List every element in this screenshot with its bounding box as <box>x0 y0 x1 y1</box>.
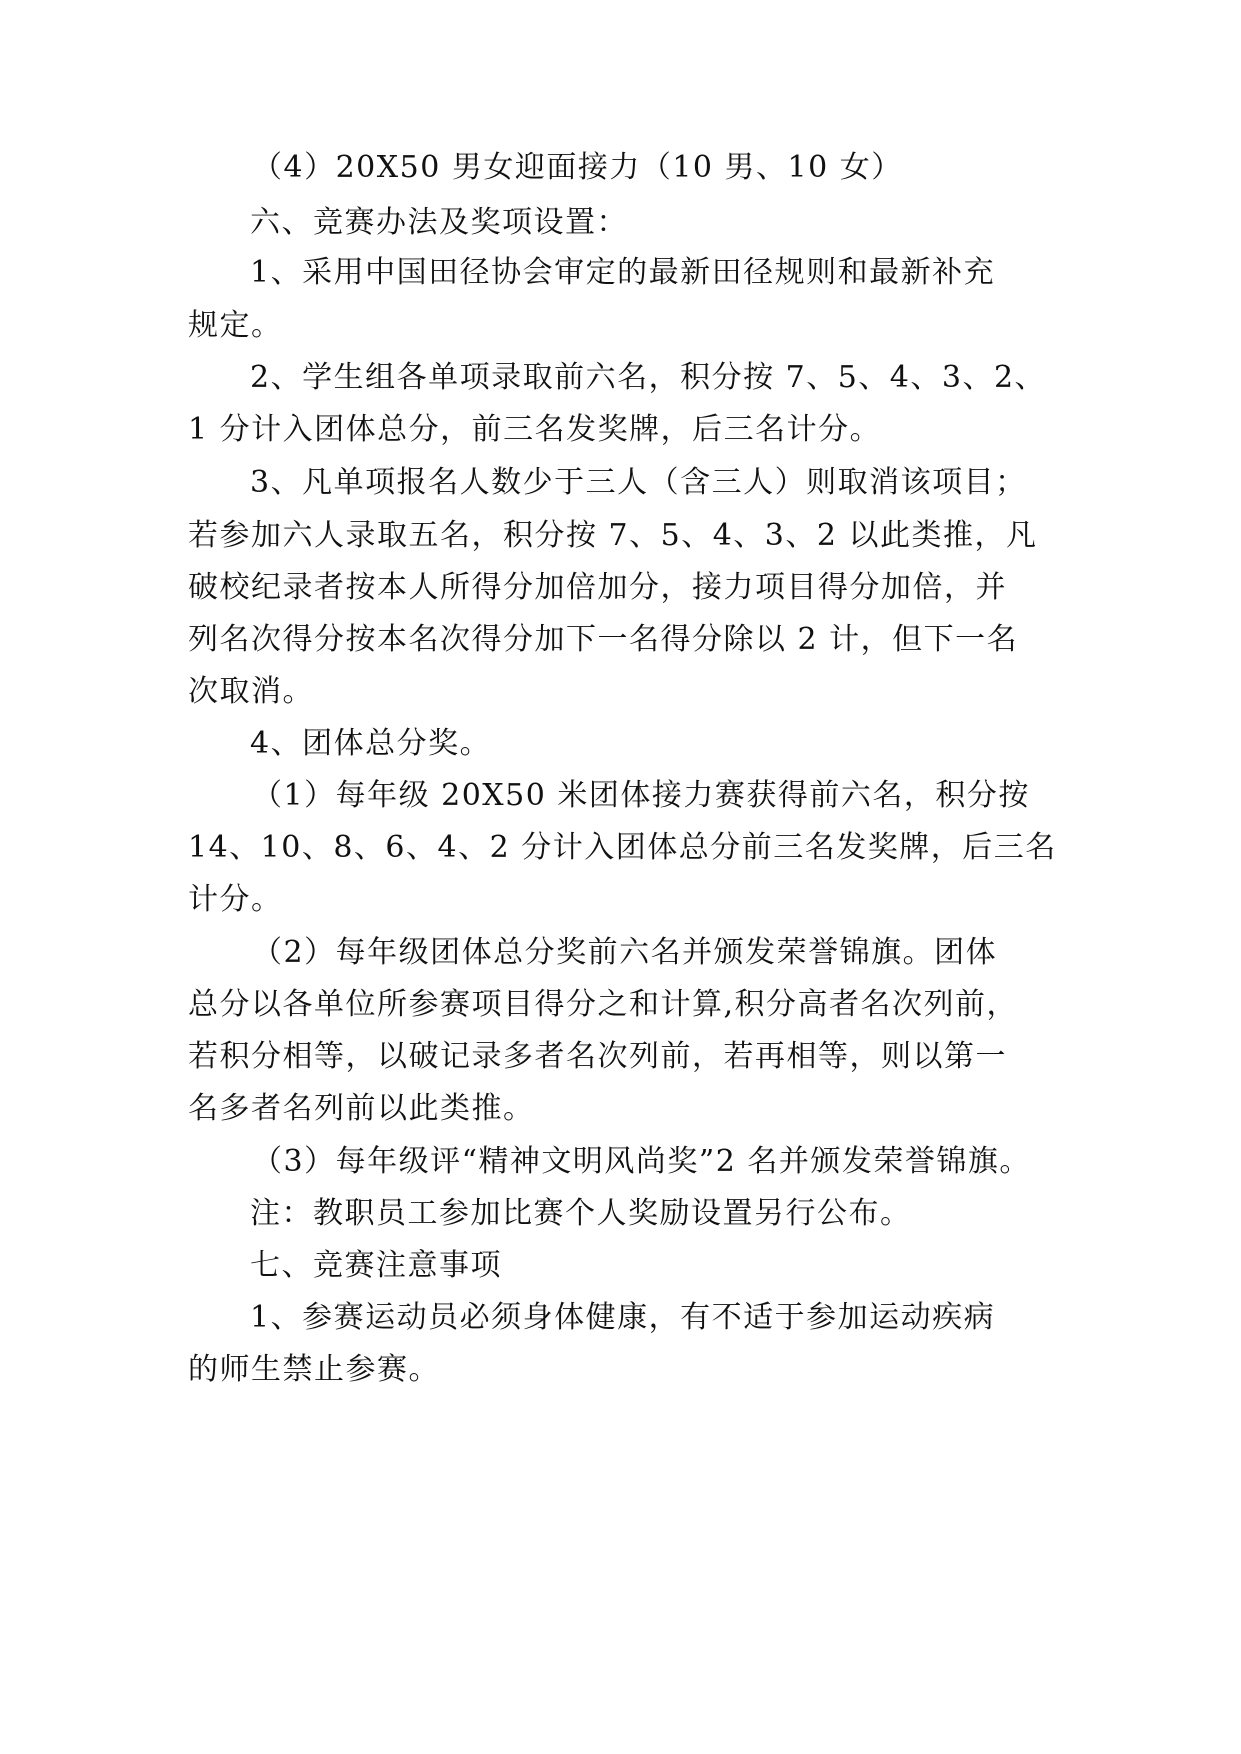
section-heading-precautions: 七、竞赛注意事项 <box>250 1248 502 1283</box>
relay-event-line: （4）20X50 男女迎面接力（10 男、10 女） <box>252 150 903 185</box>
paragraph-4-heading: 4、团体总分奖。 <box>250 726 492 761</box>
note-line: 注：教职员工参加比赛个人奖励设置另行公布。 <box>250 1196 912 1231</box>
paragraph-1-line-2: 规定。 <box>188 308 283 343</box>
precaution-1-line-1: 1、参赛运动员必须身体健康，有不适于参加运动疾病 <box>250 1300 996 1335</box>
item-3-line: （3）每年级评“精神文明风尚奖”2 名并颁发荣誉锦旗。 <box>252 1144 1031 1179</box>
precaution-1-line-2: 的师生禁止参赛。 <box>188 1352 440 1387</box>
item-2-line-3: 若积分相等，以破记录多者名次列前，若再相等，则以第一 <box>188 1039 1007 1074</box>
paragraph-1-line-1: 1、采用中国田径协会审定的最新田径规则和最新补充 <box>250 255 996 290</box>
item-1-line-1: （1）每年级 20X50 米团体接力赛获得前六名，积分按 <box>252 778 1030 813</box>
item-1-line-2: 14、10、8、6、4、2 分计入团体总分前三名发奖牌，后三名 <box>188 830 1057 865</box>
item-2-line-4: 名多者名列前以此类推。 <box>188 1091 535 1126</box>
paragraph-3-line-3: 破校纪录者按本人所得分加倍加分，接力项目得分加倍，并 <box>188 570 1007 605</box>
section-heading-competition-rules: 六、竞赛办法及奖项设置： <box>250 205 628 240</box>
paragraph-2-line-1: 2、学生组各单项录取前六名，积分按 7、5、4、3、2、 <box>250 360 1047 395</box>
item-1-line-3: 计分。 <box>188 882 283 917</box>
paragraph-3-line-4: 列名次得分按本名次得分加下一名得分除以 2 计，但下一名 <box>188 622 1019 657</box>
paragraph-3-line-2: 若参加六人录取五名，积分按 7、5、4、3、2 以此类推，凡 <box>188 518 1038 553</box>
paragraph-3-line-5: 次取消。 <box>188 674 314 709</box>
paragraph-3-line-1: 3、凡单项报名人数少于三人（含三人）则取消该项目； <box>250 465 1027 500</box>
item-2-line-2: 总分以各单位所参赛项目得分之和计算,积分高者名次列前， <box>188 987 1019 1022</box>
paragraph-2-line-2: 1 分计入团体总分，前三名发奖牌，后三名计分。 <box>188 412 882 447</box>
item-2-line-1: （2）每年级团体总分奖前六名并颁发荣誉锦旗。团体 <box>252 935 998 970</box>
